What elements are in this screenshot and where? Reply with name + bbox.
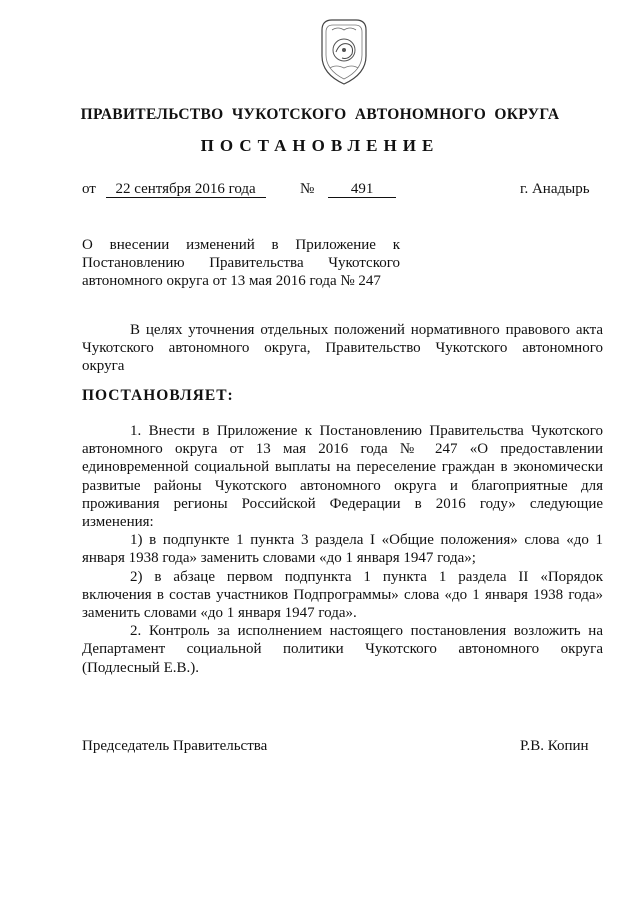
date-value: 22 сентября 2016 года	[106, 181, 266, 198]
text-line: января 1938 года» заменить словами «до 1 января 1947 года»;	[82, 550, 476, 567]
number-value: 491	[328, 181, 396, 198]
operative-part	[82, 422, 603, 677]
text-line: заменить словами «до 1 января 1947 года».	[82, 605, 357, 622]
text-line: развитые районы Чукотского автономного округа и благоприятные для	[82, 477, 603, 494]
subject-line: Постановлению Правительства Чукотского	[82, 255, 400, 271]
text-line: изменения:	[82, 514, 154, 531]
date-field	[82, 181, 266, 198]
preamble	[82, 321, 603, 376]
text-line: 2. Контроль за исполнением настоящего постановления возложить на	[130, 623, 603, 640]
text-line: 1. Внести в Приложение к Постановлению Правительства Чукотского	[130, 423, 603, 439]
item-1-sub-2	[82, 568, 603, 623]
date-label: от	[82, 181, 96, 197]
text-line: Чукотского автономного округа, Правительство Чукотского автономного	[82, 340, 603, 357]
text-line: автономного округа от 13 мая 2016 года № 247 «О предоставлении	[82, 441, 603, 458]
text-line: проживания регионы Российской Федерации в 2016 году» следующие	[82, 495, 603, 512]
document-type-title: ПОСТАНОВЛЕНИЕ	[200, 136, 440, 155]
subject-line: автономного округа от 13 мая 2016 года № 247	[82, 273, 381, 289]
signatory-position: Председатель Правительства	[82, 738, 268, 754]
item-1	[82, 422, 603, 531]
text-line: 1) в подпункте 1 пункта 3 раздела I «Общие положения» слова «до 1	[130, 532, 603, 549]
text-line: В целях уточнения отдельных положений нормативного правового акта	[130, 322, 603, 338]
number-field	[300, 181, 396, 198]
document-subject	[82, 236, 400, 290]
signatory-name: Р.В. Копин	[520, 738, 589, 754]
city: г. Анадырь	[520, 181, 590, 197]
text-line: включения в состав участников Подпрограммы» слова «до 1 января 1938 года»	[82, 586, 603, 603]
coat-of-arms-emblem	[314, 16, 374, 88]
text-line: единовременной социальной выплаты на переселение граждан в экономически	[82, 459, 603, 476]
text-line: Департамент социальной политики Чукотского автономного округа	[82, 641, 603, 658]
resolves-heading: ПОСТАНОВЛЯЕТ:	[82, 387, 234, 404]
item-2	[82, 622, 603, 677]
item-1-sub-1	[82, 531, 603, 567]
text-line: округа	[82, 358, 125, 375]
text-line: 2) в абзаце первом подпункта 1 пункта 1 раздела II «Порядок	[130, 568, 603, 585]
subject-line: О внесении изменений в Приложение к	[82, 237, 400, 253]
government-title: ПРАВИТЕЛЬСТВО ЧУКОТСКОГО АВТОНОМНОГО ОКРУГА	[80, 106, 560, 123]
text-line: (Подлесный Е.В.).	[82, 659, 199, 676]
number-label: №	[300, 181, 315, 197]
